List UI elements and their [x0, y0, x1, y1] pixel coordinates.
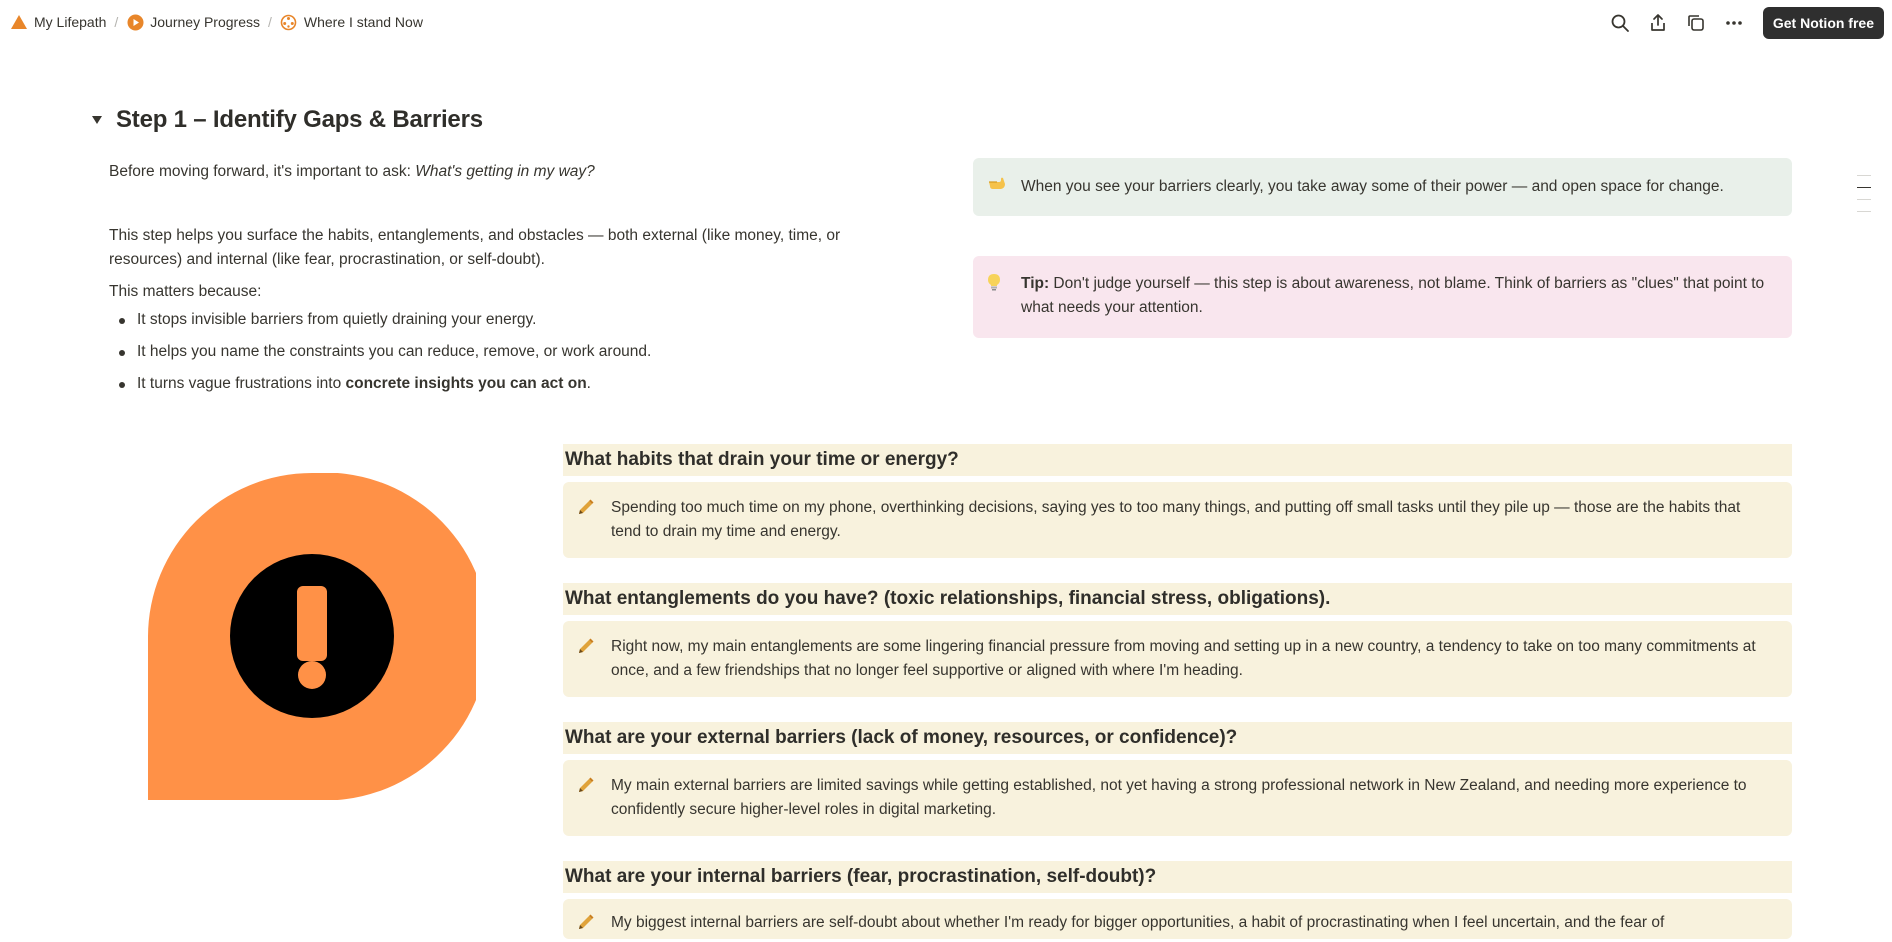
- more-horizontal-icon: [1724, 13, 1744, 33]
- qa-block: [563, 722, 1792, 836]
- section-title: Step 1 – Identify Gaps & Barriers: [116, 106, 483, 133]
- question-heading: What entanglements do you have? (toxic relationships, financial stress, obligations).: [563, 583, 1792, 615]
- get-notion-free-button[interactable]: Get Notion free: [1763, 7, 1884, 39]
- intro-before: Before moving forward, it's important to ask:: [109, 163, 416, 180]
- breadcrumb-label: Journey Progress: [150, 14, 260, 30]
- share-button[interactable]: [1643, 8, 1673, 38]
- answer-text: Right now, my main entanglements are some lingering financial pressure from moving and setting up in a new country, a tendency to take on too many commitments at once, and a few friendships that no longer feel supportive or aligned with where I'm heading.: [611, 638, 1756, 679]
- triangle-icon: [10, 13, 28, 31]
- bullet-list: [109, 308, 889, 396]
- outline-mark: [1857, 211, 1871, 212]
- list-item: [109, 372, 889, 396]
- breadcrumb-separator: /: [114, 14, 119, 30]
- top-bar: [0, 0, 1892, 44]
- bullet-text: .: [586, 375, 591, 392]
- pencil-icon: [577, 774, 599, 822]
- answer-callout: [563, 760, 1792, 836]
- breadcrumb-separator: /: [267, 14, 272, 30]
- breadcrumb-item-where-i-stand-now[interactable]: [274, 9, 429, 35]
- section-heading: [86, 106, 483, 134]
- duplicate-button[interactable]: [1681, 8, 1711, 38]
- answer-text: Spending too much time on my phone, overthinking decisions, saying yes to too many things, and putting off small tasks until they pile up — those are the habits that tend to drain my time and energy.: [611, 499, 1741, 540]
- breadcrumb-item-journey-progress[interactable]: [120, 9, 266, 35]
- top-actions: [1597, 7, 1884, 39]
- callout-pink: [973, 256, 1792, 338]
- breadcrumb-label: Where I stand Now: [303, 14, 423, 30]
- intro-question-line: [109, 160, 889, 184]
- tip-label: Tip:: [1021, 275, 1050, 292]
- question-heading: What habits that drain your time or energy?: [563, 444, 1792, 476]
- intro-question: What's getting in my way?: [415, 163, 595, 180]
- answer-callout: [563, 482, 1792, 558]
- dots-circle-icon: [280, 13, 298, 31]
- breadcrumb-item-my-lifepath[interactable]: [4, 9, 112, 35]
- share-icon: [1648, 13, 1668, 33]
- play-circle-icon: [126, 13, 144, 31]
- bullet-text: It turns vague frustrations into: [137, 375, 346, 392]
- search-icon: [1610, 13, 1630, 33]
- outline-mark-active: [1857, 187, 1871, 188]
- lightbulb-icon: [987, 272, 1011, 322]
- pencil-icon: [577, 635, 599, 683]
- warning-illustration: [148, 473, 476, 800]
- matters-label: This matters because:: [109, 283, 262, 300]
- answer-text: My biggest internal barriers are self-doubt about whether I'm ready for bigger opportunities, a habit of procrastinating when I feel uncertain, and the fear of: [611, 914, 1665, 931]
- list-item: It helps you name the constraints you can reduce, remove, or work around.: [109, 340, 889, 364]
- more-options-button[interactable]: [1719, 8, 1749, 38]
- duplicate-icon: [1686, 13, 1706, 33]
- qa-block: [563, 444, 1792, 558]
- exclamation-bar: [297, 586, 327, 661]
- answer-callout: [563, 621, 1792, 697]
- question-heading: What are your external barriers (lack of money, resources, or confidence)?: [563, 722, 1792, 754]
- question-heading: What are your internal barriers (fear, procrastination, self-doubt)?: [563, 861, 1792, 893]
- exclamation-dot: [298, 661, 326, 689]
- callout-green: [973, 158, 1792, 216]
- answer-callout: [563, 899, 1792, 939]
- bullet-bold-text: concrete insights you can act on: [345, 375, 587, 392]
- page-outline[interactable]: [1857, 175, 1871, 223]
- toggle-arrow-icon[interactable]: [86, 109, 108, 131]
- intro-paragraph: This step helps you surface the habits, entanglements, and obstacles — both external (like money, time, or resources) and internal (like fear, procrastination, or self-doubt).: [109, 227, 841, 268]
- pointing-hand-icon: [987, 175, 1011, 200]
- breadcrumb-label: My Lifepath: [34, 14, 107, 30]
- breadcrumb: [4, 9, 429, 35]
- tip-text: Don't judge yourself — this step is about awareness, not blame. Think of barriers as "clues" that point to what needs your attention.: [1021, 275, 1765, 316]
- callout-text: [1021, 272, 1774, 322]
- intro-text: [109, 160, 889, 404]
- qa-block: [563, 583, 1792, 697]
- outline-mark: [1857, 175, 1871, 176]
- pencil-icon: [577, 911, 599, 925]
- qa-block: [563, 861, 1792, 939]
- pencil-icon: [577, 496, 599, 544]
- list-item: It stops invisible barriers from quietly draining your energy.: [109, 308, 889, 332]
- search-button[interactable]: [1605, 8, 1635, 38]
- outline-mark: [1857, 199, 1871, 200]
- callout-text: When you see your barriers clearly, you take away some of their power — and open space for change.: [1021, 178, 1724, 195]
- answer-text: My main external barriers are limited savings while getting established, not yet having a strong professional network in New Zealand, and needing more experience to confidently secure higher-level roles in digital marketing.: [611, 777, 1747, 818]
